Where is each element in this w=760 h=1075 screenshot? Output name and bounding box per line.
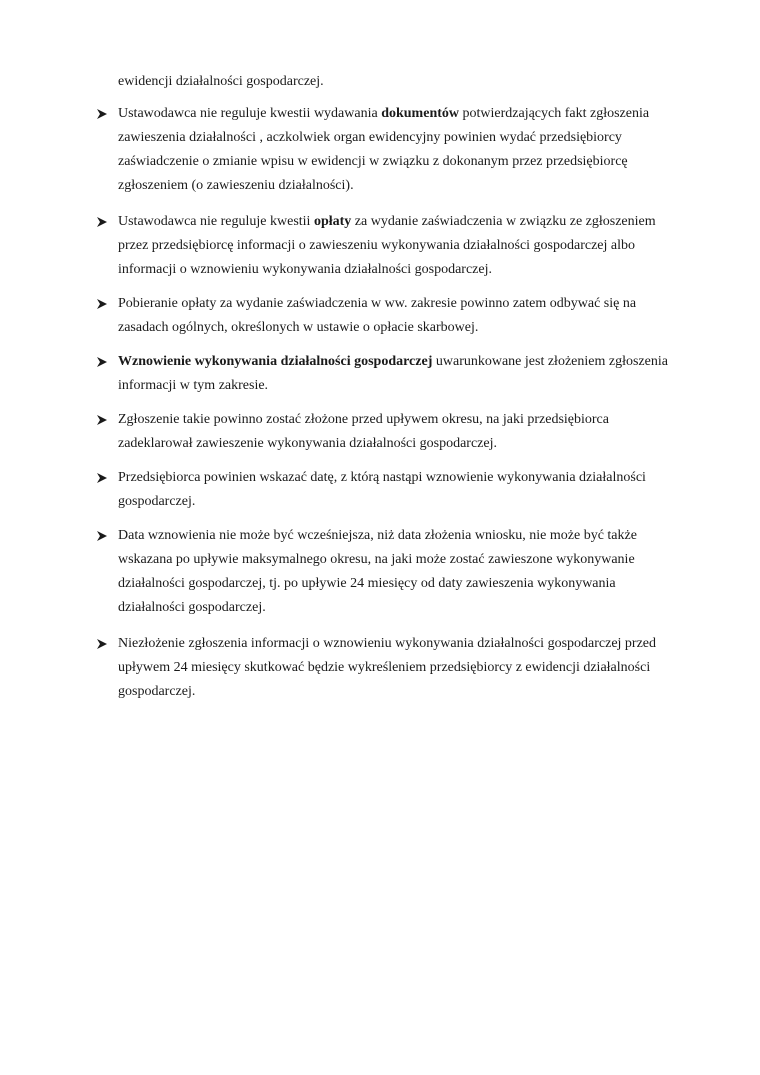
text-run: Ustawodawca nie reguluje kwestii wydawania	[118, 106, 382, 121]
list-item-text	[118, 210, 674, 282]
arrowhead-bullet-icon	[96, 350, 110, 374]
text-run: potwierdzających fakt zgłoszenia zawieszenia działalności , aczkolwiek organ ewidencyjny powinien wydać przedsiębiorcy zaświadczenie o zmianie wpisu w ewidencji w związku z dokonanym przez przedsiębiorcę zgłoszeniem (o zawieszeniu działalności).	[118, 106, 650, 193]
text-run: Niezłożenie zgłoszenia informacji o wznowieniu wykonywania działalności gospodarczej przed upływem 24 miesięcy skutkować będzie wykreśleniem przedsiębiorcy z ewidencji działalności gospodarczej.	[118, 636, 657, 699]
list-item-text	[118, 102, 674, 198]
text-run: za wydanie zaświadczenia w związku ze zgłoszeniem przez przedsiębiorcę informacji o zawieszeniu wykonywania działalności gospodarczej albo informacji o wznowieniu wykonywania działalności gospodarczej.	[118, 214, 656, 277]
text-run: Zgłoszenie takie powinno zostać złożone przed upływem okresu, na jaki przedsiębiorca zadeklarował zawieszenie wykonywania działalności gospodarczej.	[118, 412, 609, 451]
list-item-text	[118, 632, 674, 704]
list-item-text	[118, 350, 674, 398]
list-item-text	[118, 408, 674, 456]
continuation-paragraph: ewidencji działalności gospodarczej.	[118, 74, 324, 89]
text-run: Data wznowienia nie może być wcześniejsza, niż data złożenia wniosku, nie może być także wskazana po upływie maksymalnego okresu, na jaki może zostać zawieszone wykonywanie działalności gospodarczej, tj. po upływie 24 miesięcy od daty zawieszenia wykonywania działalności gospodarczej.	[118, 528, 637, 615]
arrowhead-bullet-icon	[96, 292, 110, 316]
text-run: Przedsiębiorca powinien wskazać datę, z którą nastąpi wznowienie wykonywania działalności gospodarczej.	[118, 470, 646, 509]
arrowhead-bullet-icon	[96, 210, 110, 234]
text-run: Pobieranie opłaty za wydanie zaświadczenia w ww. zakresie powinno zatem odbywać się na zasadach ogólnych, określonych w ustawie o opłacie skarbowej.	[118, 296, 637, 335]
text-run: uwarunkowane jest złożeniem zgłoszenia informacji w tym zakresie.	[118, 354, 668, 393]
list-item-text	[118, 292, 674, 340]
list-item-text	[118, 524, 674, 620]
list-item-text	[118, 466, 674, 514]
arrowhead-bullet-icon	[96, 102, 110, 126]
arrowhead-bullet-icon	[96, 524, 110, 548]
bold-phrase: Wznowienie wykonywania działalności gospodarczej	[118, 354, 433, 369]
arrowhead-bullet-icon	[96, 466, 110, 490]
text-run: Ustawodawca nie reguluje kwestii	[118, 214, 314, 229]
bold-phrase: opłaty	[313, 214, 352, 229]
arrowhead-bullet-icon	[96, 408, 110, 432]
bold-phrase: dokumentów	[381, 106, 459, 121]
arrowhead-bullet-icon	[96, 632, 110, 656]
